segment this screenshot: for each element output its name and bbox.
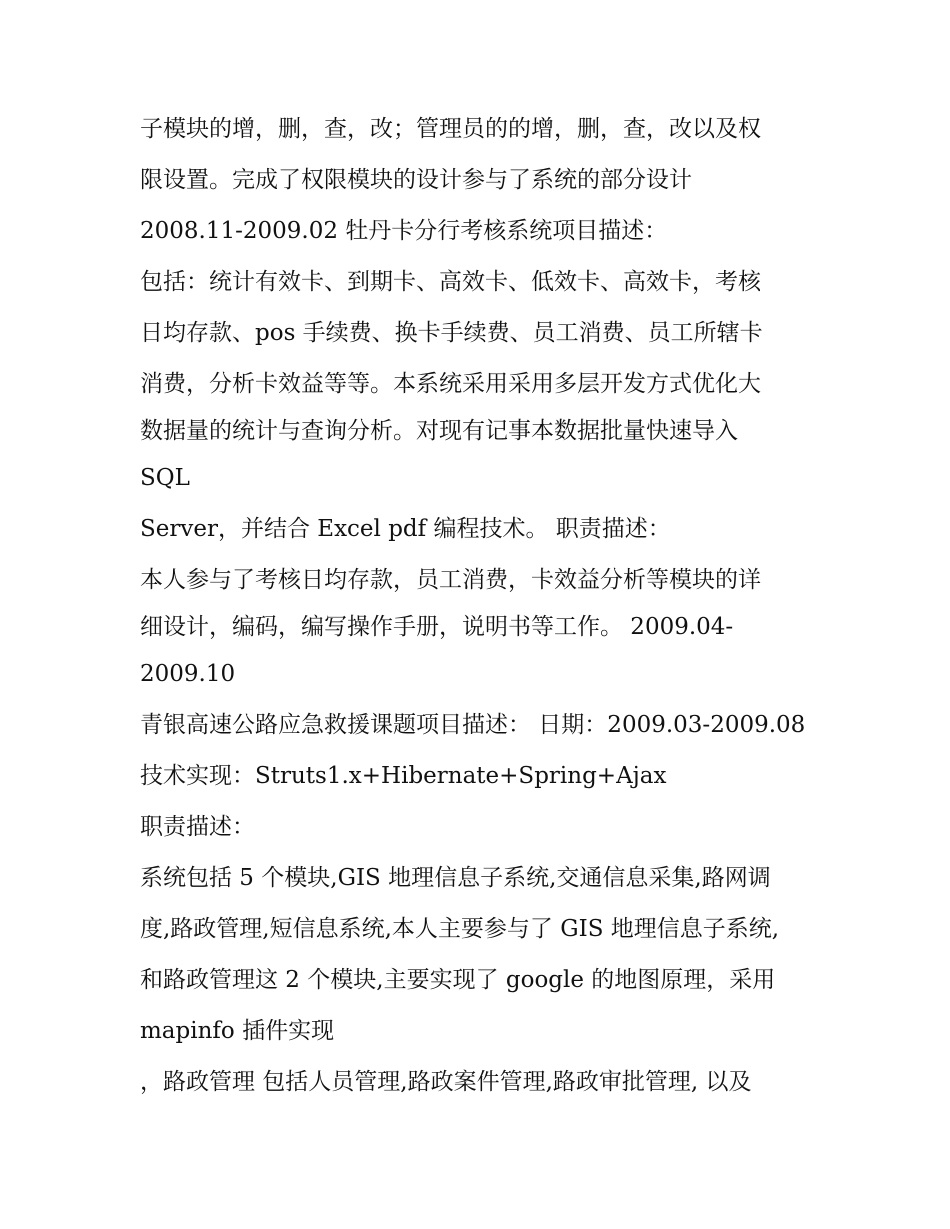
text-line: 子模块的增，删，查，改；管理员的的增，删，查，改以及权 [140, 116, 761, 142]
text-line: 本人参与了考核日均存款，员工消费，卡效益分析等模块的详 [140, 567, 761, 593]
text-line: 数据量的统计与查询分析。对现有记事本数据批量快速导入 [140, 418, 738, 444]
text-line: SQL [140, 465, 190, 491]
text-line: 消费，分析卡效益等等。本系统采用采用多层开发方式优化大 [140, 371, 761, 397]
text-line: 职责描述： [140, 814, 255, 840]
text-line: mapinfo 插件实现 [140, 1018, 335, 1044]
text-line: 系统包括 5 个模块,GIS 地理信息子系统,交通信息采集,路网调 [140, 865, 771, 891]
text-line: 限设置。完成了权限模块的设计参与了系统的部分设计 [140, 167, 692, 193]
text-line: 青银高速公路应急救援课题项目描述： 日期：2009.03-2009.08 [140, 712, 806, 738]
text-line: 细设计，编码，编写操作手册，说明书等工作。 2009.04- [140, 614, 734, 640]
document-body [140, 104, 820, 1108]
text-line: 包括：统计有效卡、到期卡、高效卡、低效卡、高效卡，考核 [140, 269, 761, 295]
text-line: 日均存款、pos 手续费、换卡手续费、员工消费、员工所辖卡 [140, 320, 763, 346]
text-line: 和路政管理这 2 个模块,主要实现了 google 的地图原理，采用 [140, 967, 776, 993]
text-line: 2008.11-2009.02 牡丹卡分行考核系统项目描述： [140, 218, 668, 244]
text-line: 技术实现：Struts1.x+Hibernate+Spring+Ajax [140, 763, 667, 789]
text-line: 2009.10 [140, 661, 236, 687]
text-line: Server，并结合 Excel pdf 编程技术。 职责描述： [140, 516, 671, 542]
text-line: ，路政管理 包括人员管理,路政案件管理,路政审批管理, 以及 [140, 1069, 752, 1095]
text-line: 度,路政管理,短信息系统,本人主要参与了 GIS 地理信息子系统, [140, 916, 780, 942]
